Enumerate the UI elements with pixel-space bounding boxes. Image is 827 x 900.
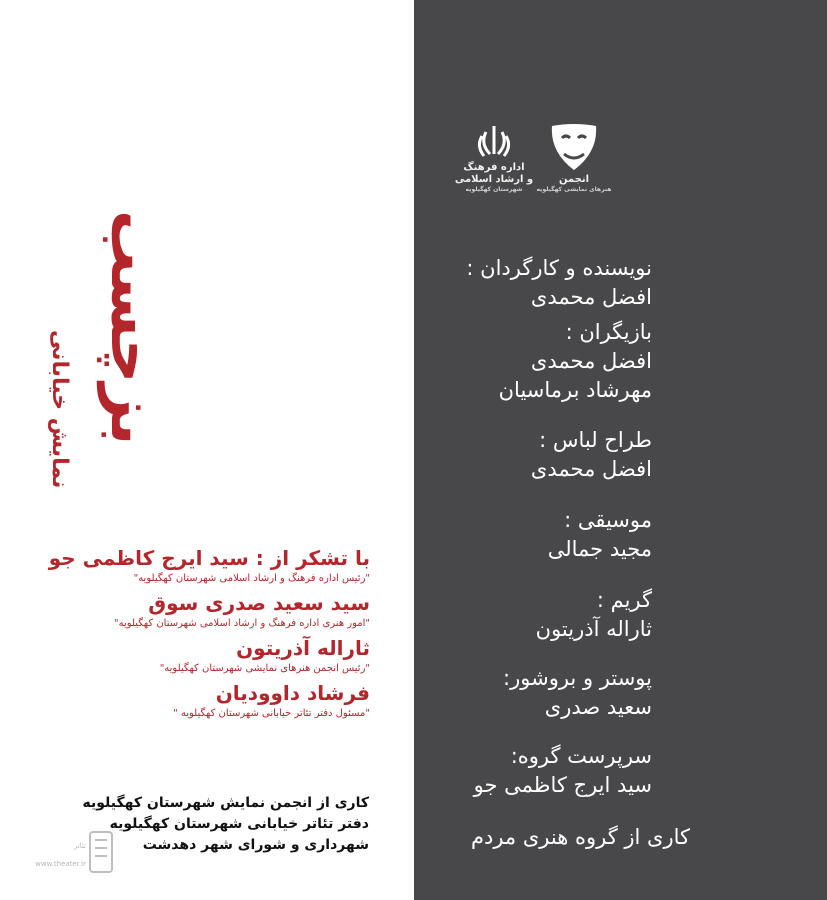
- ministry-logo: [454, 122, 534, 207]
- watermark-icon: [28, 826, 138, 886]
- credit-name: افضل محمدی: [530, 349, 652, 373]
- acknowledgements: [30, 545, 370, 725]
- credit-name: سید ایرج کاظمی جو: [473, 773, 652, 797]
- credit-makeup: [536, 586, 652, 644]
- group-line: کاری از گروه هنری مردم: [470, 825, 690, 849]
- theater-masks-icon: [544, 122, 604, 174]
- theater-logo-line2: هنرهای نمایشی کهگیلویه: [536, 186, 612, 193]
- thanks-note: "امور هنری اداره فرهنگ و ارشاد اسلامی شهرستان کهگیلویه": [114, 618, 370, 629]
- thanks-item: [30, 590, 370, 631]
- iran-emblem-icon: [474, 122, 514, 162]
- ministry-logo-line2: و ارشاد اسلامی: [454, 174, 534, 185]
- credit-actors: [499, 318, 652, 405]
- ministry-logo-line1: اداره فرهنگ: [463, 162, 525, 173]
- thanks-note: "رئیس اداره فرهنگ و ارشاد اسلامی شهرستان کهگیلویه": [133, 573, 370, 584]
- credit-role: طراح لباس :: [539, 428, 652, 452]
- thanks-item: [30, 545, 370, 586]
- thanks-item: [30, 680, 370, 721]
- play-title: [96, 210, 170, 515]
- credit-poster: [503, 664, 652, 722]
- thanks-name: با تشکر از : سید ایرج کاظمی جو: [48, 546, 370, 570]
- thanks-item: [30, 635, 370, 676]
- credit-role: نویسنده و کارگردان :: [466, 256, 652, 280]
- credit-role: پوستر و بروشور:: [503, 666, 652, 690]
- ministry-logo-line3: شهرستان کهگیلویه: [465, 186, 523, 193]
- poster-right-panel: [414, 0, 827, 900]
- production-line: دفتر تئاتر خیابانی شهرستان کهگیلویه: [109, 816, 369, 832]
- credit-name: مجید جمالی: [547, 537, 652, 561]
- theater-logo-line1: انجمن: [558, 174, 590, 185]
- credit-costume: [531, 426, 652, 484]
- watermark-logo: [28, 826, 138, 886]
- theater-association-logo: [534, 122, 614, 207]
- thanks-note: "مسئول دفتر تئاتر خیابانی شهرستان کهگیلویه ": [173, 708, 370, 719]
- credit-name: مهرشاد برماسیان: [498, 378, 652, 402]
- watermark-url: www.theater.ir: [35, 860, 86, 868]
- credit-name: افضل محمدی: [530, 457, 652, 481]
- production-line: کاری از انجمن نمایش شهرستان کهگیلویه: [82, 795, 369, 811]
- credit-name: سعید صدری: [544, 695, 652, 719]
- credit-name: افضل محمدی: [530, 285, 652, 309]
- credit-music: [548, 506, 652, 564]
- thanks-note: "رئیس انجمن هنرهای نمایشی شهرستان کهگیلویه": [159, 663, 370, 674]
- credit-writer-director: [466, 254, 652, 312]
- credit-group-head: [474, 742, 652, 800]
- play-subtitle: نمایش خیابانی: [47, 330, 72, 489]
- thanks-name: فرشاد داوودیان: [215, 681, 370, 705]
- credit-role: موسیقی :: [564, 508, 652, 532]
- watermark-text: تئاتر: [73, 842, 86, 850]
- credit-name: ثاراله آذریتون: [535, 617, 652, 641]
- play-title-text: بزچسب: [97, 210, 170, 446]
- credit-role: سرپرست گروه:: [510, 744, 652, 768]
- credit-role: گریم :: [596, 588, 652, 612]
- thanks-name: ثاراله آذریتون: [236, 636, 370, 660]
- production-line: شهرداری و شورای شهر دهدشت: [142, 837, 369, 853]
- thanks-name: سید سعید صدری سوق: [148, 591, 370, 615]
- credit-role: بازیگران :: [565, 320, 652, 344]
